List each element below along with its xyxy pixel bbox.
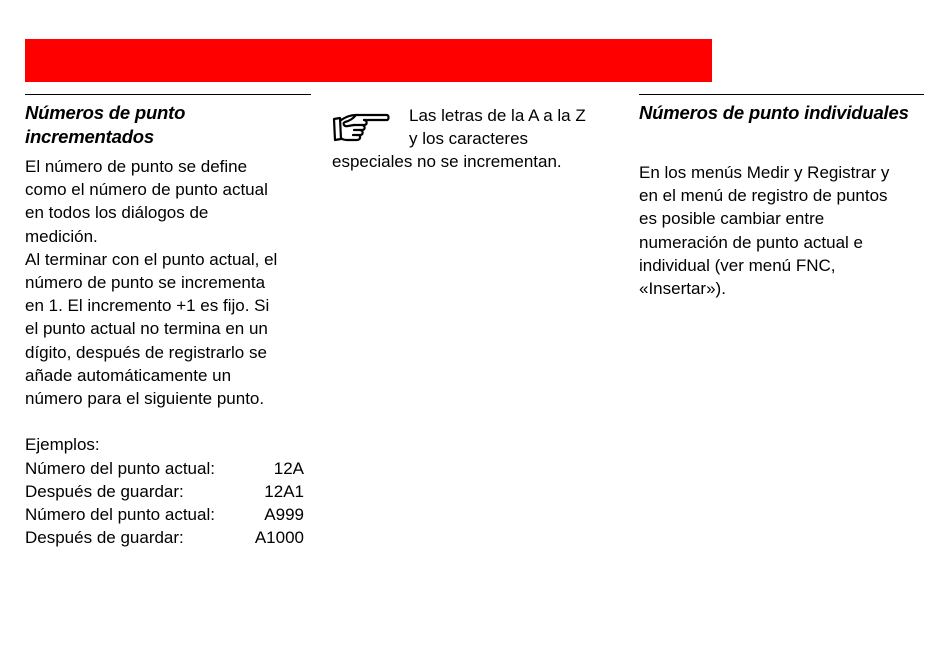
right-heading-rule (639, 94, 924, 95)
right-paragraph-line: individual (ver menú FNC, (639, 255, 836, 275)
left-paragraph-2-line: el punto actual no termina en un (25, 319, 268, 339)
left-heading-line1: Números de punto (25, 102, 186, 123)
example-row (25, 503, 304, 526)
left-paragraph-2-line: añade automáticamente un (25, 365, 232, 385)
left-heading-line2: incrementados (25, 126, 154, 147)
example-value: A999 (264, 505, 304, 525)
right-paragraph-line: en el menú de registro de puntos (639, 186, 888, 206)
pointing-hand-icon (332, 111, 390, 145)
right-body (639, 161, 939, 300)
paragraph-gap (25, 410, 315, 433)
example-label: Después de guardar: (25, 528, 184, 548)
left-paragraph-1-line: en todos los diálogos de (25, 203, 209, 223)
left-paragraph-1-line: como el número de punto actual (25, 180, 268, 200)
right-paragraph-line: numeración de punto actual e (639, 232, 863, 252)
example-value: A1000 (254, 528, 304, 548)
example-label: Después de guardar: (25, 481, 184, 501)
note-line-1: Las letras de la A a la Z (409, 106, 586, 125)
left-paragraph-2-line: número para el siguiente punto. (25, 389, 265, 409)
left-heading (25, 101, 185, 149)
right-paragraph-line: es posible cambiar entre (639, 209, 825, 229)
left-paragraph-1-line: El número de punto se define (25, 157, 248, 176)
left-paragraph-2-line: número de punto se incrementa (25, 273, 266, 293)
right-heading: Números de punto individuales (639, 102, 909, 123)
red-banner (25, 39, 712, 82)
example-value: 12A1 (264, 481, 304, 501)
left-heading-rule (25, 94, 311, 95)
examples-label: Ejemplos: (25, 435, 100, 455)
example-label: Número del punto actual: (25, 458, 215, 478)
left-paragraph-1-line: medición. (25, 226, 98, 246)
example-row (25, 480, 304, 503)
example-label: Número del punto actual: (25, 505, 215, 525)
right-paragraph-line: En los menús Medir y Registrar y (639, 163, 890, 182)
note-line-3: especiales no se incrementan. (332, 152, 562, 171)
left-body (25, 155, 315, 549)
example-row (25, 457, 304, 480)
example-value: 12A (273, 458, 304, 478)
left-paragraph-2-line: en 1. El incremento +1 es fijo. Si (25, 296, 270, 316)
right-paragraph-line: «Insertar»). (639, 279, 726, 299)
example-row (25, 526, 304, 549)
left-paragraph-2-line: Al terminar con el punto actual, el (25, 249, 278, 269)
note-line-2: y los caracteres (409, 129, 529, 148)
left-paragraph-2-line: dígito, después de registrarlo se (25, 342, 267, 362)
